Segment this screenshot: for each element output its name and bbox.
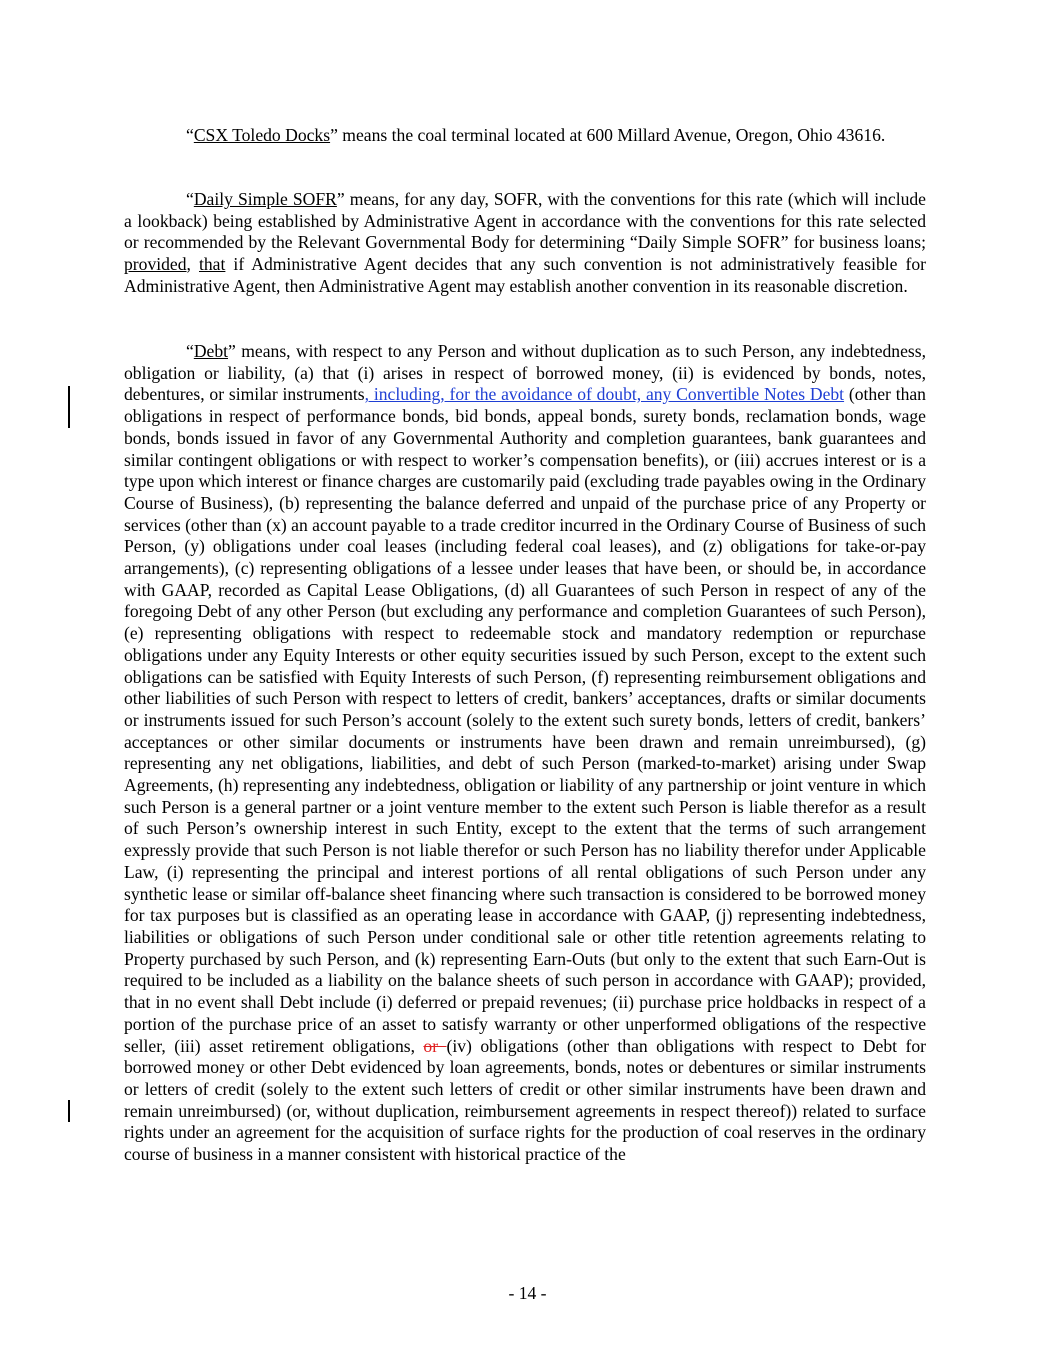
provided-term: provided <box>124 254 187 275</box>
page-number: - 14 - <box>508 1283 547 1303</box>
defined-term: Debt <box>193 341 229 361</box>
definition-text: ” means, with respect to any Person and without duplication as to such Person, any indebtedness, obligation or liability, (a) that (i) arises in respect of borrowed money, (ii) is evidenced by bonds, notes, debentures, or similar instruments <box>124 341 926 405</box>
tracked-insertion: , including, for the avoidance of doubt, any Convertible Notes Debt <box>364 384 845 405</box>
definition-text-continued: if Administrative Agent decides that any such convention is not administratively feasible for Administrative Agent, then Administrative Agent may establish another convention in its reasonable discretion. <box>124 254 927 296</box>
comma-text: , <box>186 254 199 275</box>
change-bar-insertion <box>68 386 70 428</box>
definition-text-end: (iv) obligations (other than obligations with respect to Debt for borrowed money or other Debt evidenced by loan agreements, bonds, notes or debentures or similar instruments or letters of credit (solely to the extent such letters of credit or other similar instruments have been drawn and remain unreimbursed) (or, without duplication, reimbursement agreements in respect thereof)) related to surface rights under an agreement for the acquisition of surface rights for the production of coal reserves in the ordinary course of business in a manner consistent with historical practice of the <box>124 1035 926 1165</box>
open-quote: “ <box>186 189 194 209</box>
that-term: that <box>199 254 226 275</box>
tracked-deletion: or <box>423 1035 447 1056</box>
open-quote: “ <box>186 125 194 145</box>
defined-term: CSX Toledo Docks <box>193 125 331 145</box>
definition-text-continued: (other than obligations in respect of performance bonds, bid bonds, appeal bonds, surety bonds, reclamation bonds, wage bonds, bonds issued in favor of any Governmental Authority and completion guarantees, bank guarantees and similar contingent obligations or with respect to worker’s compensation benefits), or (iii) accrues interest or is a type upon which interest or finance charges are customarily paid (excluding trade payables owing in the Ordinary Course of Business), (b) representing the balance deferred and unpaid of the purchase price of any Property or services (other than (x) an account payable to a trade creditor incurred in the Ordinary Course of Business of such Person, (y) obligations under coal leases (including federal coal leases), and (z) obligations for take-or-pay arrangements), (c) representing obligations of a lessee under leases that have been, or should be, in accordance with GAAP, recorded as Capital Lease Obligations, (d) all Guarantees of such Person in respect of any of the foregoing Debt of any other Person (but excluding any performance and completion Guarantees of such Person), (e) representing obligations with respect to redeemable stock and mandatory redemption or repurchase obligations under any Equity Interests or other equity securities issued by such Person, except to the extent such obligations can be satisfied with Equity Interests of such Person, (f) representing reimbursement obligations and other liabilities of such Person with respect to letters of credit, bankers’ acceptances, drafts or similar documents or instruments issued for such Person’s account (solely to the extent such surety bonds, letters of credit, bankers’ acceptances or other similar documents or instruments have been drawn and remain unreimbursed), (g) representing any net obligations, liabilities, and debt of such Person (marked-to-market) arising under Swap Agreements, (h) representing any indebtedness, obligation or liability of any partnership or joint venture in which such Person is a general partner or a joint venture member to the extent such Person is liable therefor as a result of such Person’s ownership interest in such Entity, except to the extent that the terms of such arrangement expressly provide that such Person is not liable therefor or such Person has no liability therefor under Applicable Law, (i) representing the principal and interest portions of all rental obligations of such Person under any synthetic lease or similar off-balance sheet financing where such transaction is considered to be borrowed money for tax purposes but is classified as an operating lease in accordance with GAAP, (j) representing indebtedness, liabilities or obligations of such Person under conditional sale or other title retention agreements relating to Property purchased by such Person, and (k) representing Earn-Outs (but only to the extent that such Earn-Out is required to be included as a liability on the balance sheets of such person in accordance with GAAP); provided, that in no event shall Debt include (i) deferred or prepaid revenues; (ii) purchase price holdbacks in respect of a portion of the purchase price of an asset to satisfy warranty or other unperformed obligations of the respective seller, (iii) asset retirement obligations, <box>124 384 926 1056</box>
defined-term: Daily Simple SOFR <box>193 189 337 209</box>
definition-text: ” means the coal terminal located at 600 Millard Avenue, Oregon, Ohio 43616. <box>330 125 886 145</box>
definition-csx-toledo-docks <box>124 125 926 147</box>
definition-debt <box>124 341 926 1166</box>
change-bar-deletion <box>68 1100 70 1122</box>
definition-daily-simple-sofr <box>124 189 926 298</box>
open-quote: “ <box>186 341 194 361</box>
definition-text: ” means, for any day, SOFR, with the conventions for this rate (which will include a lookback) being established by Administrative Agent in accordance with the conventions for this rate selected or recommended by the Relevant Governmental Body for determining “Daily Simple SOFR” for business loans; <box>124 189 926 253</box>
